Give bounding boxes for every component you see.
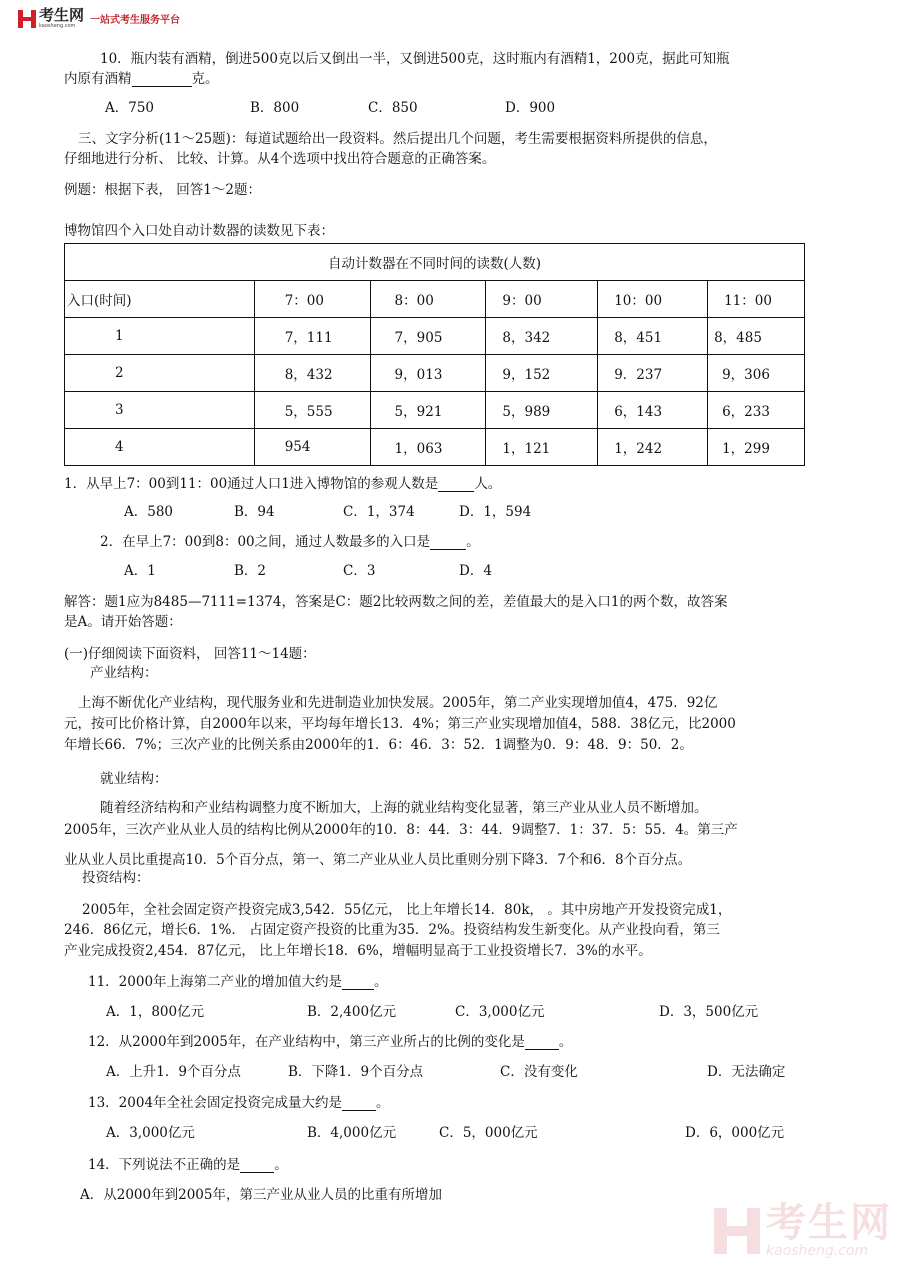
q13-blank [342, 1096, 376, 1111]
employment-line: 业从业人员比重提高10．5个百分点，第一、第二产业从业人员比重则分别下降3．7个和6．8个百分点。 [64, 852, 692, 868]
table-header-cell: 9：00 [486, 281, 598, 318]
q10-blank [132, 72, 192, 87]
employment-line: 随着经济结构和产业结构调整力度不断加大，上海的就业结构变化显著，第三产业从业人员不断增加。 [100, 800, 708, 816]
industry-line: 上海不断优化产业结构，现代服务业和先进制造业加快发展。2005年，第二产业实现增加值4，475．92亿 [78, 695, 718, 711]
table-cell: 1，121 [486, 429, 598, 466]
q12-text-post: 。 [558, 1034, 573, 1050]
q14-option-a: A．从2000年到2005年，第三产业从业人员的比重有所增加 [80, 1187, 442, 1203]
q12-blank [525, 1035, 559, 1050]
example-q2-text: 2．在早上7：00到8：00之间，通过人数最多的入口是 [100, 534, 431, 550]
logo-icon [18, 10, 36, 28]
example-q1-option-d: D．1，594 [459, 504, 532, 520]
q12-option-b: B．下降1．9个百分点 [288, 1064, 424, 1080]
q13-option-a: A．3,000亿元 [106, 1125, 195, 1141]
q13-option-d: D．6，000亿元 [685, 1125, 785, 1141]
answer-line2: 是A。请开始答题： [64, 614, 182, 630]
q10-option-a: A．750 [105, 100, 155, 116]
employment-line: 2005年，三次产业从业人员的结构比例从2000年的10．8：44．3：44．9调整7．1：37．5：55．4。第三产 [64, 822, 738, 838]
investment-line: 2005年，全社会固定资产投资完成3,542．55亿元， 比上年增长14．80k， 。其中房地产开发投资完成1， [82, 902, 732, 918]
q10-text-pre: 内原有酒精 [64, 71, 132, 87]
table-row [65, 355, 805, 392]
example-q1-text: 1．从早上7：00到11：00通过人口1进入博物馆的参观人数是 [64, 476, 439, 492]
table-header-cell: 入口(时间) [65, 281, 255, 318]
logo-slogan: 一站式考生服务平台 [90, 15, 181, 26]
heading-industry: 产业结构： [90, 665, 158, 681]
q11-option-d: D．3，500亿元 [659, 1004, 759, 1020]
q11-text: 11．2000年上海第二产业的增加值大约是 [88, 974, 343, 990]
watermark-logo-icon [714, 1208, 760, 1254]
q10-option-c: C．850 [368, 100, 418, 116]
industry-line: 元，按可比价格计算，自2000年以来，平均每年增长13．4%；第三产业实现增加值4，588．38亿元，比2000 [64, 716, 736, 732]
q12-option-d: D．无法确定 [707, 1064, 786, 1080]
table-cell: 1，299 [708, 429, 805, 466]
q11-option-b: B．2,400亿元 [307, 1004, 397, 1020]
q11-text-post: 。 [374, 974, 388, 990]
q13-text: 13．2004年全社会固定投资完成量大约是 [88, 1095, 343, 1111]
table-row [65, 429, 805, 466]
table-header-cell: 10：00 [598, 281, 708, 318]
table-header-cell: 11：00 [708, 281, 805, 318]
example-q2-blank [430, 535, 466, 550]
q14-blank [240, 1158, 274, 1173]
investment-line: 产业完成投资2,454．87亿元， 比上年增长18．6%，增幅明显高于工业投资增长7．3%的水平。 [64, 943, 652, 959]
example-q2-text-post: 。 [466, 534, 480, 550]
watermark [714, 1200, 892, 1259]
answer-line1: 解答：题1应为8485—7111=1374，答案是C：题2比较两数之间的差，差值最大的是入口1的两个数，故答案 [64, 594, 728, 610]
q10-text-post: 克。 [191, 71, 219, 87]
example-q2-option-c: C．3 [343, 563, 376, 579]
table-cell: 4 [65, 429, 255, 466]
table-cell: 7，111 [254, 318, 370, 355]
q11 [88, 970, 388, 990]
q13 [88, 1091, 390, 1111]
q11-option-c: C．3,000亿元 [455, 1004, 545, 1020]
watermark-url: kaosheng.com [766, 1243, 869, 1259]
site-logo[interactable] [18, 8, 180, 29]
table-cell: 1，242 [598, 429, 708, 466]
example-q1-option-c: C．1，374 [343, 504, 415, 520]
table-cell: 1，063 [370, 429, 486, 466]
q11-blank [342, 975, 374, 990]
table-cell: 8，451 [598, 318, 708, 355]
q11-option-a: A．1，800亿元 [106, 1004, 205, 1020]
table-cell: 954 [254, 429, 370, 466]
example-q2-option-a: A．1 [124, 563, 156, 579]
q10-option-d: D．900 [505, 100, 556, 116]
q13-option-b: B．4,000亿元 [307, 1125, 397, 1141]
q10-option-b: B．800 [250, 100, 300, 116]
table-cell: 3 [65, 392, 255, 429]
investment-line: 246．86亿元，增长6．1%． 占固定资产投资的比重为35．2%。投资结构发生新变化。从产业投向看，第三 [64, 922, 720, 938]
industry-line: 年增长66．7%；三次产业的比例关系由2000年的1．6：46．3：52．1调整为0．9：48．9：50．2。 [64, 737, 693, 753]
table-cell: 6，143 [598, 392, 708, 429]
table-cell: 9，152 [486, 355, 598, 392]
example-intro: 例题：根据下表， 回答1～2题： [64, 182, 261, 198]
table-cell: 7，905 [370, 318, 486, 355]
table-row [65, 318, 805, 355]
table-header-cell: 7：00 [254, 281, 370, 318]
section3-line2: 仔细地进行分析、 比较、计算。从4个选项中找出符合题意的正确答案。 [64, 151, 496, 167]
q12-option-a: A．上升1．9个百分点 [106, 1064, 241, 1080]
table-header-cell: 8：00 [370, 281, 486, 318]
q14-text-post: 。 [274, 1157, 288, 1173]
heading-investment: 投资结构： [82, 870, 150, 886]
q13-text-post: 。 [376, 1095, 390, 1111]
q12-option-c: C．没有变化 [500, 1064, 578, 1080]
table-row [65, 392, 805, 429]
example-q1-text-post: 人。 [474, 476, 502, 492]
table-cell: 5，989 [486, 392, 598, 429]
q14-text: 14．下列说法不正确的是 [88, 1157, 241, 1173]
table-cell: 9，306 [708, 355, 805, 392]
section3-line1: 三、文字分析(11～25题)：每道试题给出一段资料。然后提出几个问题，考生需要根据资料所提供的信息， [78, 131, 717, 147]
q12 [88, 1030, 572, 1050]
example-q1-option-b: B．94 [234, 504, 275, 520]
q10-line1: 10．瓶内装有酒精，倒进500克以后又倒出一半，又倒进500克，这时瓶内有酒精1，200克，据此可知瓶 [100, 51, 730, 67]
table-header-row [65, 281, 805, 318]
example-q1-blank [438, 477, 474, 492]
example-q2-option-b: B．2 [234, 563, 267, 579]
table-caption: 博物馆四个入口处自动计数器的读数见下表： [64, 223, 334, 239]
q10-line2 [64, 67, 219, 87]
logo-name: 考生网 [39, 6, 85, 24]
watermark-text: 考生网 [766, 1200, 892, 1246]
example-q2 [100, 530, 480, 550]
table-cell: 8，342 [486, 318, 598, 355]
table-cell: 9，013 [370, 355, 486, 392]
heading-employment: 就业结构： [100, 771, 168, 787]
q12-text: 12．从2000年到2005年，在产业结构中，第三产业所占的比例的变化是 [88, 1034, 525, 1050]
example-q2-option-d: D．4 [459, 563, 492, 579]
table-cell: 8，432 [254, 355, 370, 392]
example-q1-option-a: A．580 [124, 504, 174, 520]
example-q1 [64, 472, 501, 492]
passage-intro: (一)仔细阅读下面资料， 回答11～14题： [64, 646, 316, 662]
table-cell: 8，485 [708, 318, 805, 355]
table-title: 自动计数器在不同时间的读数(人数) [65, 244, 805, 281]
table-cell: 6，233 [708, 392, 805, 429]
table-cell: 9．237 [598, 355, 708, 392]
table-cell: 2 [65, 355, 255, 392]
q14 [88, 1153, 288, 1173]
table-cell: 5，555 [254, 392, 370, 429]
table-cell: 1 [65, 318, 255, 355]
logo-domain: kaosheng.com [39, 23, 76, 29]
table-cell: 5，921 [370, 392, 486, 429]
counter-table [64, 243, 805, 466]
q13-option-c: C．5，000亿元 [439, 1125, 538, 1141]
